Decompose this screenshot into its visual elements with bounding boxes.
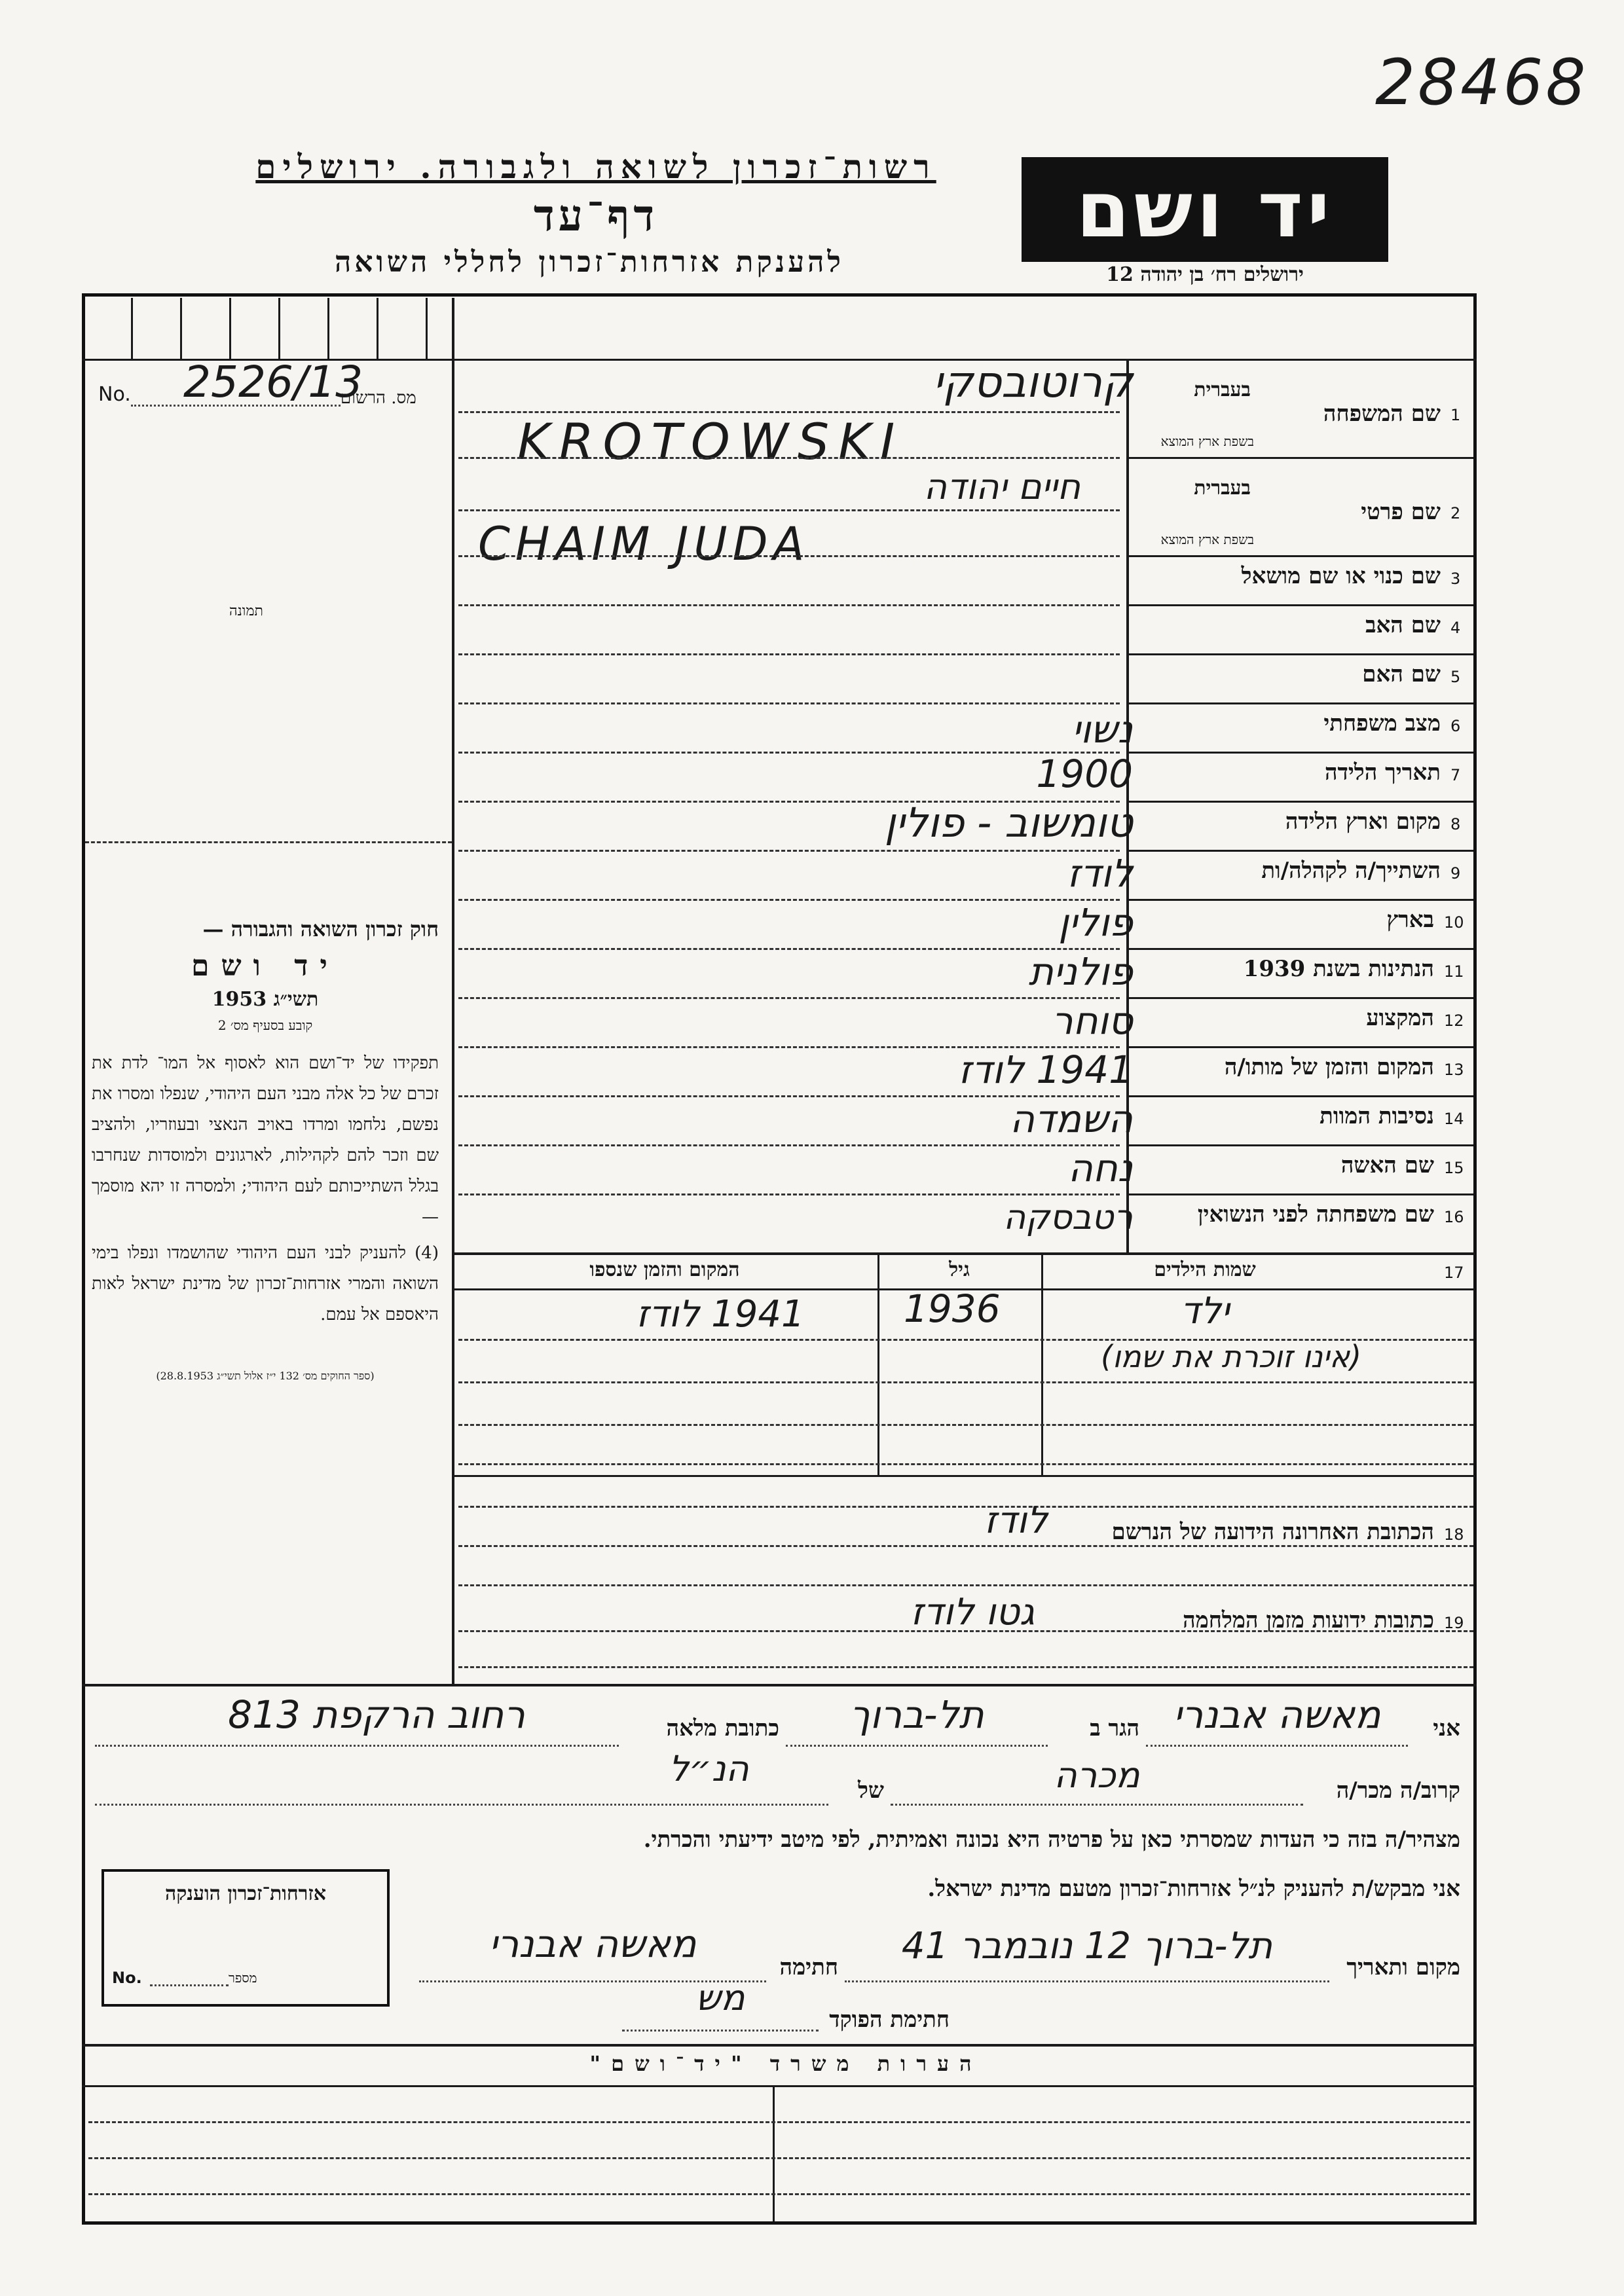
decl-official-signature: מש <box>695 1977 745 2018</box>
child-1-name: ילד <box>1180 1290 1230 1332</box>
field-12-label: המקצוע <box>1366 1005 1434 1031</box>
decl-name: מאשה אבנרי <box>1173 1692 1381 1737</box>
page-title: דף־עד <box>533 190 659 241</box>
yad-vashem-logo: יד ושם <box>1022 157 1388 262</box>
field-2-sub-origin: בשפת ארץ המוצא <box>1160 532 1254 547</box>
decl-place-date-label: מקום ותאריך <box>1346 1954 1460 1980</box>
field-5-num: 5 <box>1450 668 1461 686</box>
field-2-value: חיים יהודה <box>923 466 1080 507</box>
field-10-value: פולין <box>1058 900 1133 945</box>
decl-resides-label: הגר ב <box>1090 1715 1139 1741</box>
field-16-num: 16 <box>1444 1208 1464 1226</box>
field-3-num: 3 <box>1450 570 1461 588</box>
field-18-num: 18 <box>1444 1525 1464 1544</box>
field-7-label: תאריך הלידה <box>1324 759 1441 786</box>
field-8-num: 8 <box>1450 815 1461 833</box>
decl-place-date: תל-ברוך 12 נובמבר 41 <box>901 1925 1273 1967</box>
citizenship-title: אזרחות־זכרון הוענקה <box>164 1882 327 1905</box>
page-subtitle: להענקת אזרחות־זכרון לחללי השואה <box>334 246 844 279</box>
field-15-value: נחה <box>1067 1146 1133 1190</box>
field-11-value: פולנית <box>1028 949 1133 994</box>
child-1-age: 1936 <box>904 1286 1001 1331</box>
field-9-value: לודז <box>1067 851 1133 896</box>
field-9-label: השתייך/ה לקהלה/ות <box>1261 858 1441 884</box>
field-6-value: נשוי <box>1071 707 1133 752</box>
field-13-label: המקום והזמן של מותו/ה <box>1224 1054 1434 1080</box>
children-col-name: שמות הילדים <box>1154 1258 1256 1281</box>
field-4-label: שם האב <box>1365 612 1441 638</box>
field-4-num: 4 <box>1450 619 1461 637</box>
field-12-value: סוחר <box>1051 998 1133 1043</box>
field-8-label: מקום וארץ הלידה <box>1285 809 1441 835</box>
field-11-label: הנתינות בשנת 1939 <box>1243 956 1434 982</box>
field-3-label: שם כנוי או שם מושאל <box>1241 563 1441 589</box>
field-10-num: 10 <box>1444 913 1464 932</box>
photo-label: תמונה <box>229 603 263 619</box>
child-2-name: (אינו זוכרת את שמו) <box>1100 1339 1362 1374</box>
field-7-num: 7 <box>1450 766 1461 784</box>
field-1-num: 1 <box>1450 406 1461 424</box>
decl-relation: מכרה <box>1054 1755 1140 1796</box>
field-2-num: 2 <box>1450 504 1461 522</box>
field-1-label: שם המשפחה <box>1323 401 1441 427</box>
registration-label: מס. הרשום <box>341 388 416 408</box>
field-18-value: לודז <box>984 1499 1048 1542</box>
decl-official-label: חתימת הפוקד <box>829 2007 950 2033</box>
citizenship-box <box>101 1869 390 2007</box>
children-col-age: גיל <box>949 1258 970 1281</box>
field-14-num: 14 <box>1444 1110 1464 1128</box>
field-2-sub-hebrew: בעברית <box>1194 477 1251 500</box>
decl-signature-label: חתימה <box>779 1954 838 1980</box>
decl-city: תל-ברוך <box>849 1692 984 1737</box>
field-14-label: נסיבות המוות <box>1320 1103 1434 1129</box>
field-13-num: 13 <box>1444 1061 1464 1079</box>
decl-relative-label: קרוב/ה מכר/ה <box>1336 1777 1460 1804</box>
decl-signature: מאשה אבנרי <box>489 1922 697 1966</box>
logo-address: ירושלים רח׳ בן יהודה 12 <box>1106 263 1304 286</box>
decl-of-label: של <box>858 1777 884 1804</box>
field-6-num: 6 <box>1450 717 1461 735</box>
decl-i-label: אני <box>1433 1715 1460 1741</box>
field-12-num: 12 <box>1444 1011 1464 1030</box>
field-10-label: בארץ <box>1386 907 1434 933</box>
registration-no-label: No. <box>98 383 131 406</box>
law-box: חוק זכרון השואה והגבורה — יד ושם תשי״ג 1953 קובע בסעיף מס׳ 2 תפקידו של יד־ושם הוא לאסוף אל המו־ לדת את זכרם של כל אלה מבני העם היהודי, שנפלו ומסרו את נפשם, נלחמו ומרדו באויב הנאצי ובעוזריו, ולהציב שם וזכר להם לקהילות, לארגונים ולמוסדות שנחרבו בגלל השתייכותם לעם היהודי; ולמסרה זו יהא מוסמך — (4) להעניק לבני העם היהודי שהושמדו ונפלו בימי השואה והמרי אזרחות־זכרון של מדינת ישראל לאות היאספם אל עמם. (ספר החוקים מס׳ 132 י״ז אלול תשי״ג 28.8.1953) <box>92 917 439 1382</box>
field-19-label: כתובות ידועות מזמן המלחמה <box>1183 1607 1434 1633</box>
authority-title: רשות־זכרון לשואה ולגבורה. ירושלים <box>255 147 936 186</box>
field-9-num: 9 <box>1450 864 1461 883</box>
field-8-value: טומשוב - פולין <box>884 799 1133 847</box>
field-6-label: מצב משפחתי <box>1323 710 1441 737</box>
field-1-value: קרוטובסקי <box>932 357 1133 407</box>
field-1-sub-origin: בשפת ארץ המוצא <box>1160 433 1254 449</box>
decl-of-value: הנ״ל <box>669 1748 749 1789</box>
field-17-num: 17 <box>1444 1264 1464 1282</box>
field-18-label: הכתובת האחרונה הידועה של הנרשם <box>1111 1519 1434 1545</box>
children-col-place: המקום והזמן שנספו <box>589 1258 740 1281</box>
decl-address: רחוב הרקפת 813 <box>228 1692 525 1737</box>
citizenship-num-label: מספר <box>229 1970 257 1986</box>
decl-statement-1: מצהיר/ה בזה כי העדות שמסרתי כאן על פרטיה היא נכונה ואמיתית, לפי מיטב ידיעתי והכרתי. <box>643 1827 1460 1853</box>
field-7-value: 1900 <box>1036 752 1133 796</box>
archive-number: 28468 <box>1375 46 1589 119</box>
field-5-label: שם האם <box>1362 661 1441 687</box>
field-16-value: רטבסקה <box>1003 1198 1133 1237</box>
child-1-place: 1941 לודז <box>636 1293 805 1336</box>
citizenship-no-label: No. <box>112 1969 142 1987</box>
field-13-value: 1941 לודז <box>958 1048 1133 1092</box>
decl-address-label: כתובת מלאה <box>666 1715 779 1741</box>
registration-number: 2526/13 <box>183 357 363 407</box>
field-11-num: 11 <box>1444 962 1464 981</box>
field-1-value-latin: KROTOWSKI <box>517 412 904 471</box>
field-2-value-latin: CHAIM JUDA <box>478 517 810 571</box>
field-2-label: שם פרטי <box>1361 499 1441 525</box>
office-notes-title: הערות משרד "יד־ושם" <box>589 2051 982 2076</box>
decl-statement-2: אני מבקש/ת להעניק לנ״ל אזרחות־זכרון מטעם מדינת ישראל. <box>927 1876 1460 1902</box>
field-14-value: השמדה <box>1010 1097 1133 1141</box>
field-15-num: 15 <box>1444 1159 1464 1177</box>
field-15-label: שם האשה <box>1340 1152 1434 1178</box>
field-1-sub-hebrew: בעברית <box>1194 378 1251 401</box>
field-16-label: שם משפחתה לפני הנשואין <box>1197 1201 1434 1228</box>
field-19-value: גטו לודז <box>910 1591 1035 1633</box>
field-19-num: 19 <box>1444 1614 1464 1632</box>
